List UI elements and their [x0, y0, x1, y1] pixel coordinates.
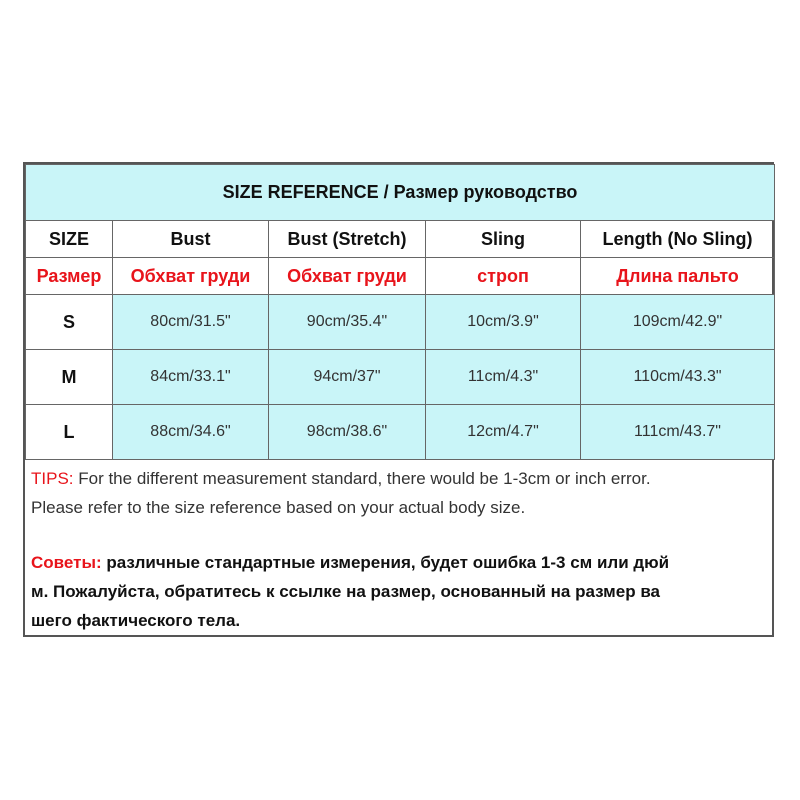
tips-en: [31, 464, 766, 522]
size-label: L: [26, 405, 113, 460]
bust-value: 84cm/33.1": [113, 350, 269, 405]
bust-stretch-value: 94cm/37": [269, 350, 426, 405]
tips-section: [25, 460, 772, 635]
bust-stretch-value: 98cm/38.6": [269, 405, 426, 460]
size-label: M: [26, 350, 113, 405]
tips-ru-line2: м. Пожалуйста, обратитесь к ссылке на размер, основанный на размер ва: [31, 582, 660, 601]
sling-value: 12cm/4.7": [426, 405, 581, 460]
size-chart: [23, 162, 774, 637]
header-size-ru: Размер: [26, 258, 113, 295]
tips-ru-line1: различные стандартные измерения, будет ошибка 1-3 см или дюй: [101, 553, 670, 572]
table-title: SIZE REFERENCE / Размер руководство: [26, 165, 775, 221]
sling-value: 11cm/4.3": [426, 350, 581, 405]
bust-value: 80cm/31.5": [113, 295, 269, 350]
header-size: SIZE: [26, 221, 113, 258]
header-sling: Sling: [426, 221, 581, 258]
tips-ru: [31, 548, 766, 635]
length-value: 109cm/42.9": [581, 295, 775, 350]
header-row-ru: [26, 258, 775, 295]
tips-ru-line3: шего фактического тела.: [31, 611, 241, 630]
header-row-en: [26, 221, 775, 258]
header-length-ru: Длина пальто: [581, 258, 775, 295]
tips-en-label: TIPS:: [31, 469, 74, 488]
sling-value: 10cm/3.9": [426, 295, 581, 350]
tips-en-line2: Please refer to the size reference based on your actual body size.: [31, 498, 526, 517]
header-bust-stretch: Bust (Stretch): [269, 221, 426, 258]
size-label: S: [26, 295, 113, 350]
table-row: [26, 350, 775, 405]
header-bust-stretch-ru: Обхват груди: [269, 258, 426, 295]
length-value: 111cm/43.7": [581, 405, 775, 460]
tips-en-line1: For the different measurement standard, there would be 1-3cm or inch error.: [73, 469, 651, 488]
header-bust: Bust: [113, 221, 269, 258]
bust-value: 88cm/34.6": [113, 405, 269, 460]
size-table: [25, 164, 775, 460]
bust-stretch-value: 90cm/35.4": [269, 295, 426, 350]
header-bust-ru: Обхват груди: [113, 258, 269, 295]
table-row: [26, 405, 775, 460]
length-value: 110cm/43.3": [581, 350, 775, 405]
header-length: Length (No Sling): [581, 221, 775, 258]
tips-ru-label: Советы:: [31, 553, 102, 572]
table-row: [26, 295, 775, 350]
header-sling-ru: строп: [426, 258, 581, 295]
